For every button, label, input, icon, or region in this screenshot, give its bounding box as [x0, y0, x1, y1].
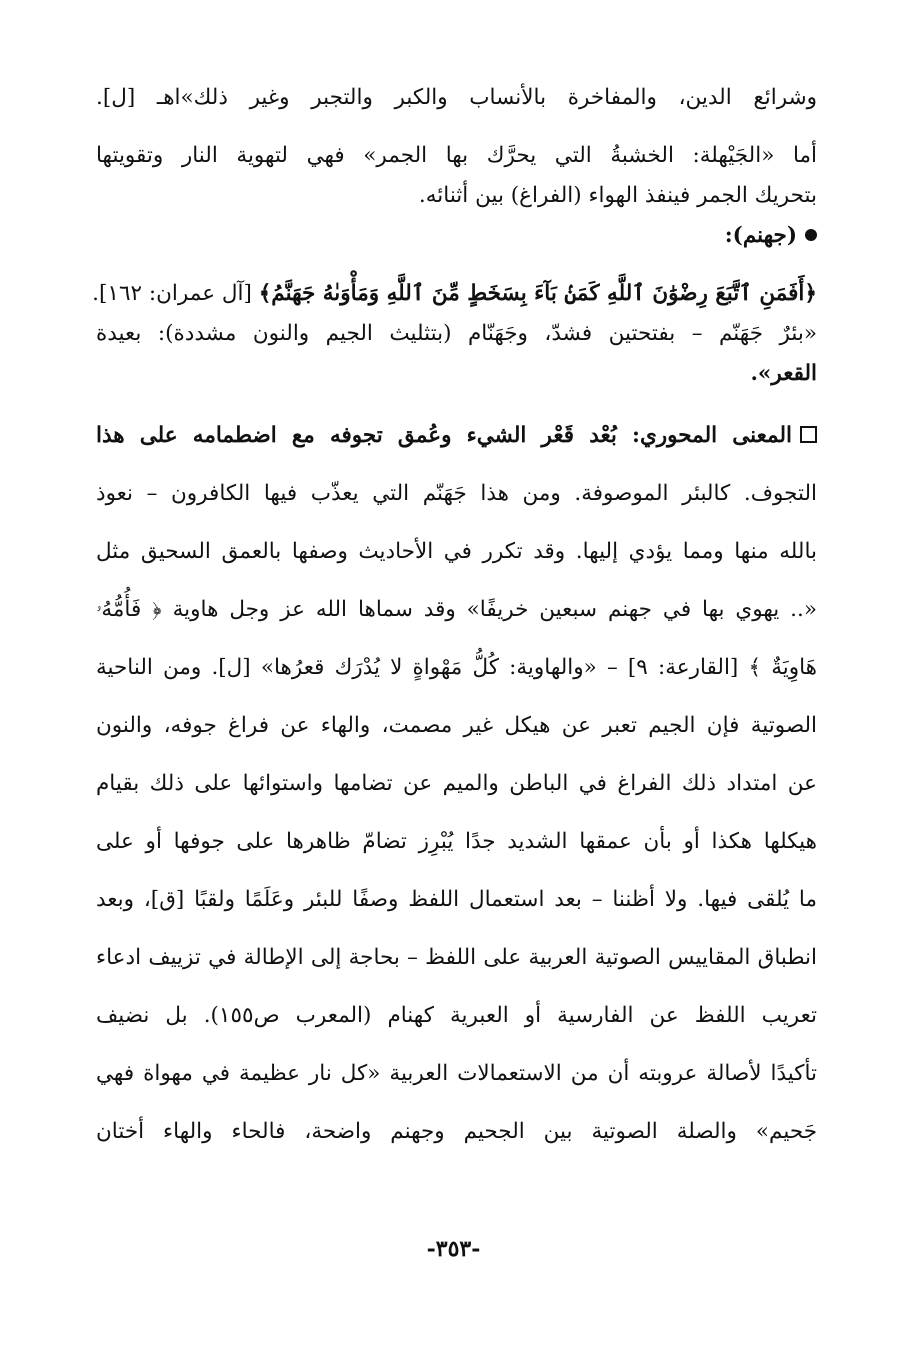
entry-heading [96, 216, 817, 256]
text-line-19: جَحيم» والصلة الصوتية بين الجحيم وجهنم واضحة، فالحاء والهاء أختان [96, 1119, 817, 1144]
quran-verse-text: ﴿أَفَمَنِ ٱتَّبَعَ رِضْوَٰنَ ٱللَّهِ كَمَنۢ بَآءَ بِسَخَطٍ مِّنَ ٱللَّهِ وَمَأْوَىٰهُ جَهَنَّمُ﴾ [258, 281, 817, 306]
quran-verse-reference: [آل عمران: ١٦٢]. [92, 281, 252, 306]
square-icon [800, 426, 817, 443]
text-line-11: هَاوِيَةٌ ﴾ [القارعة: ٩] – «والهاوية: كُلُّ مَهْواةٍ لا يُدْرَك قعرُها» [ل]. ومن الناحية [96, 655, 818, 680]
text-line-5: «بئرٌ جَهَنّم – بفتحتين فشدّ، وجَهَنّام (بتثليث الجيم والنون مشددة): بعيدة [96, 321, 817, 346]
text-line-13: عن امتداد ذلك الفراغ في الباطن والميم عن تضامها واستوائها على ذلك بقيام [96, 771, 817, 796]
text-line-9: بالله منها ومما يؤدي إليها. وقد تكرر في الأحاديث وصفها بالعمق السحيق مثل [96, 539, 817, 564]
text-line-16: انطباق المقاييس الصوتية العربية على اللفظ – بحاجة إلى الإطالة في تزييف ادعاء [96, 945, 817, 970]
entry-heading-text: (جهنم): [724, 223, 797, 248]
core-meaning-line [96, 416, 817, 456]
quran-verse-line [92, 274, 817, 314]
core-meaning-text: المعنى المحوري: بُعْد قَعْر الشيء وعُمق تجوفه مع اضطمامه على هذا [96, 423, 792, 448]
text-line-6: القعر». [750, 361, 817, 386]
bullet-icon [805, 229, 817, 241]
text-line-3: بتحريك الجمر فينفذ الهواء (الفراغ) بين أثنائه. [418, 183, 817, 208]
text-line-2: أما «الجَيْهلة: الخشبةُ التي يحرَّك بها الجمر» فهي لتهوية النار وتقويتها [96, 143, 817, 168]
text-line-10: «.. يهوي بها في جهنم سبعين خريفًا» وقد سماها الله عز وجل هاوية ﴿ فَأُمُّهُۥ [96, 597, 817, 622]
page-number: -٣٥٣- [426, 1236, 481, 1262]
text-line-17: تعريب اللفظ عن الفارسية أو العبرية كهنام (المعرب ص١٥٥). بل نضيف [96, 1003, 817, 1028]
text-line-1: وشرائع الدين، والمفاخرة بالأنساب والكبر والتجبر وغير ذلك»اهـ [ل]. [96, 85, 817, 110]
text-line-15: ما يُلقى فيها. ولا أظننا – بعد استعمال اللفظ وصفًا للبئر وعَلَمًا ولقبًا [ق]، وبعد [96, 887, 817, 912]
text-line-12: الصوتية فإن الجيم تعبر عن هيكل غير مصمت، والهاء عن فراغ جوفه، والنون [96, 713, 817, 738]
text-line-8: التجوف. كالبئر الموصوفة. ومن هذا جَهَنّم التي يعذّب فيها الكافرون – نعوذ [96, 481, 817, 506]
text-line-18: تأكيدًا لأصالة عروبته أن من الاستعمالات العربية «كل نار عظيمة في مهواة فهي [96, 1061, 817, 1086]
text-line-14: هيكلها هكذا أو بأن عمقها الشديد جدًا يُبْرِز تضامّ ظاهرها على جوفها أو على [96, 829, 817, 854]
